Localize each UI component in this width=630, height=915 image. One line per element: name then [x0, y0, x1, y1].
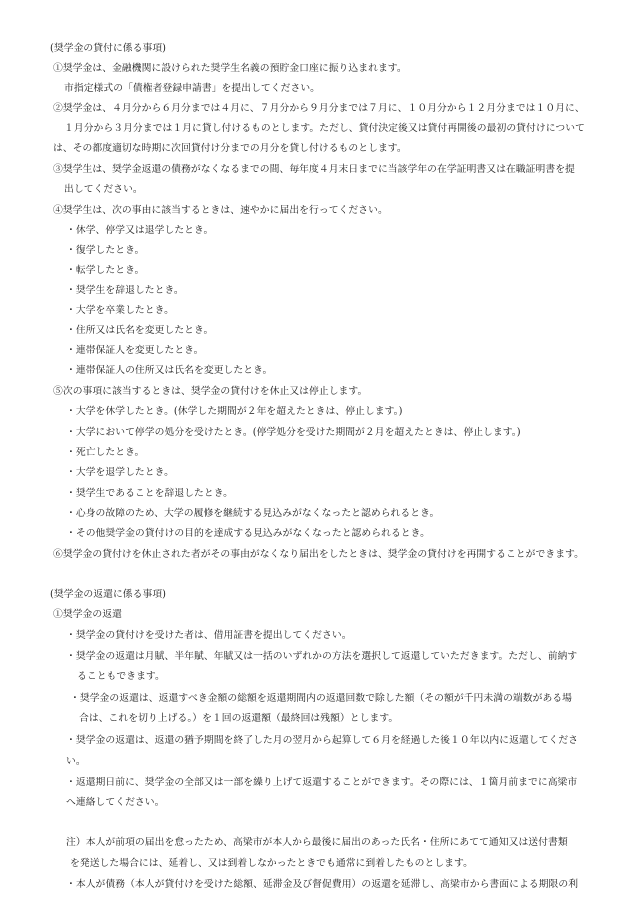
list-item: ・住所又は氏名を変更したとき。 — [66, 325, 214, 336]
section-heading-repayment: (奨学金の返還に係る事項) — [50, 589, 167, 600]
list-item: ・休学、停学又は退学したとき。 — [66, 225, 214, 236]
item-3-line-1: ③奨学生は、奨学金返還の債務がなくなるまでの間、毎年度４月末日までに当該学年の在学証明書又は在職証明書を提 — [53, 164, 575, 175]
item-1-line-2: 市指定様式の「債権者登録申請書」を提出してください。 — [64, 83, 321, 94]
item-3-line-2: 出してください。 — [64, 184, 143, 195]
note-line-2: を発送した場合には、延着し、又は到着しなかったときでも通常に到着したものとします。 — [70, 858, 473, 869]
item-2-line-2: １月分から３月分までは１月に貸し付けるものとします。ただし、貸付決定後又は貸付再開後の最初の貸付けについて — [64, 123, 585, 134]
repayment-bullet-3-line-1: ・奨学金の返還は、返還すべき金額の総額を返還期間内の返還回数で除した額（その額が千円未満の端数がある場 — [70, 693, 572, 704]
repayment-bullet-1: ・奨学金の貸付けを受けた者は、借用証書を提出してください。 — [66, 630, 352, 641]
item-5-intro: ⑤次の事項に該当するときは、奨学金の貸付けを休止又は停止します。 — [53, 386, 368, 397]
repayment-bullet-3-line-2: 合は、これを切り上げる。）を１回の返還額（最終回は残額）とします。 — [79, 713, 399, 724]
list-item: ・連帯保証人の住所又は氏名を変更したとき。 — [66, 365, 273, 376]
list-item: ・奨学生であることを辞退したとき。 — [66, 488, 234, 499]
list-item: ・大学を卒業したとき。 — [66, 305, 174, 316]
list-item: ・転学したとき。 — [66, 265, 145, 276]
list-item: ・その他奨学金の貸付けの目的を達成する見込みがなくなったと認められるとき。 — [66, 528, 430, 539]
list-item: ・大学において停学の処分を受けたとき。(停学処分を受けた期間が２月を超えたときは、停止します。) — [66, 427, 521, 438]
list-item: ・大学を休学したとき。(休学した期間が２年を超えたときは、停止します。) — [66, 406, 403, 417]
item-2-line-3: は、その都度適切な時期に次回貸付け分までの月分を貸し付けるものとします。 — [53, 143, 407, 154]
list-item: ・大学を退学したとき。 — [66, 467, 174, 478]
repayment-bullet-4-line-1: ・奨学金の返還は、返還の猶予期間を終了した月の翌月から起算して６月を経過した後１０年以内に返還してくださ — [66, 735, 579, 746]
repayment-bullet-2-line-2: ることもできます。 — [77, 671, 165, 682]
list-item: ・連帯保証人を変更したとき。 — [66, 345, 204, 356]
repayment-bullet-5-line-1: ・返還期日前に、奨学金の全部又は一部を繰り上げて返還することができます。その際には、１箇月前までに高梁市 — [66, 777, 578, 788]
repayment-bullet-4-line-2: い。 — [66, 756, 86, 767]
list-item: ・復学したとき。 — [66, 245, 145, 256]
list-item: ・心身の故障のため、大学の履修を継続する見込みがなくなったと認められるとき。 — [66, 508, 440, 519]
item-6: ⑥奨学金の貸付けを休止された者がその事由がなくなり届出をしたときは、奨学金の貸付けを再開することができます。 — [53, 549, 584, 560]
subheading-repayment: ①奨学金の返還 — [53, 609, 122, 620]
note-line-1: 注）本人が前項の届出を怠ったため、高梁市が本人から最後に届出のあった氏名・住所にあてて通知又は送付書類 — [66, 837, 568, 848]
item-1-line-1: ①奨学金は、金融機関に設けられた奨学生名義の預貯金口座に振り込まれます。 — [53, 63, 407, 74]
section-heading-loan: (奨学金の貸付に係る事項) — [50, 43, 167, 54]
item-4-intro: ④奨学生は、次の事由に該当するときは、速やかに届出を行ってください。 — [53, 205, 388, 216]
repayment-bullet-2-line-1: ・奨学金の返還は月賦、半年賦、年賦又は一括のいずれかの方法を選択して返還していただきます。ただし、前納す — [66, 651, 578, 662]
item-2-line-1: ②奨学金は、４月分から６月分までは４月に、７月分から９月分までは７月に、１０月分から１２月分までは１０月に、 — [53, 103, 585, 114]
list-item: ・奨学生を辞退したとき。 — [66, 285, 184, 296]
list-item: ・死亡したとき。 — [66, 447, 145, 458]
repayment-bullet-6-line-1: ・本人が債務（本人が貸付けを受けた総額、延滞金及び督促費用）の返還を延滞し、高梁市から書面による期限の利 — [66, 879, 579, 890]
repayment-bullet-5-line-2: へ連絡してください。 — [66, 797, 165, 808]
